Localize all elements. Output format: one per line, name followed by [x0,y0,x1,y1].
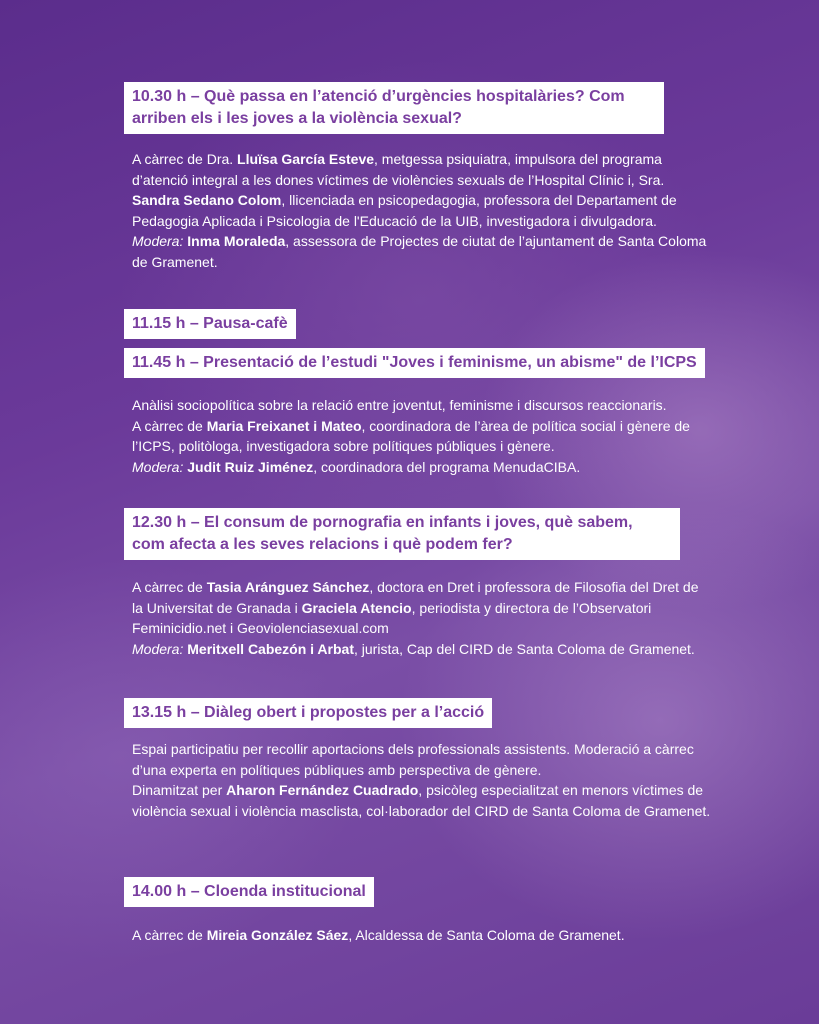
moderator-label: Modera: [132,233,184,249]
session-5-intro: Espai participatiu per recollir aportacions dels professionals assistents. Moderació a càrrec d’una experta en polítiques públiques amb perspectiva de gènere. [132,741,694,778]
speaker-name: Lluïsa García Esteve [237,151,375,167]
moderator-label: Modera: [132,640,184,657]
session-6-heading: 14.00 h – Cloenda institucional [124,877,374,907]
session-3-intro: Anàlisi sociopolítica sobre la relació entre joventut, feminisme i discursos reaccionaris. [132,397,667,413]
speaker-name: Tasia Aránguez Sánchez [206,579,370,595]
moderator-name: Meritxell Cabezón i Arbat [187,640,354,657]
session-1-description: A càrrec de Dra. Lluïsa García Esteve, metgessa psiquiatra, impulsora del programa d’atenció integral a les dones víctimes de violències sexuals de l’Hospital Clínic i, Sra. Sandra Sedano Colom, llicenciada en psicopedagogia, professora del Departament de Pedagogia Aplicada i Psicologia de l'Educació de la UIB, investigadora i divulgadora. Modera: Inma Moraleda, assessora de Projectes de ciutat de l’ajuntament de Santa Coloma de Gramenet. [132,151,707,270]
session-6-description: A càrrec de Mireia González Sáez, Alcaldessa de Santa Coloma de Gramenet. [132,927,625,943]
session-5-heading: 13.15 h – Diàleg obert i propostes per a l’acció [124,698,492,728]
session-3-description: Anàlisi sociopolítica sobre la relació entre joventut, feminisme i discursos reaccionaris. A càrrec de Maria Freixanet i Mateo, coordinadora de l’àrea de política social i gènere de l’ICPS, politòloga, investigadora sobre polítiques públiques i gènere. Modera: Judit Ruiz Jiménez, coordinadora del programa MenudaCIBA. [132,397,690,475]
speaker-name: Mireia González Sáez [206,927,349,943]
session-5-description: Espai participatiu per recollir aportacions dels professionals assistents. Moderació a càrrec d’una experta en polítiques públiques amb perspectiva de gènere. Dinamitzat per Aharon Fernández Cuadrado, psicòleg especialitzat en menors víctimes de violència sexual i violència masclista, col·laborador del CIRD de Santa Coloma de Gramenet. [132,741,711,819]
speaker-name: Aharon Fernández Cuadrado [226,782,419,798]
session-4-heading: 12.30 h – El consum de pornografia en infants i joves, què sabem, com afecta a les seves relacions i què podem fer? [124,508,680,560]
session-2-heading: 11.15 h – Pausa-cafè [124,309,296,339]
session-4-description: A càrrec de Tasia Aránguez Sánchez, doctora en Dret i professora de Filosofia del Dret de la Universitat de Granada i Graciela Atencio, periodista y directora de l’Observatori Feminicidio.net i Geoviolenciasexual.com Modera: Meritxell Cabezón i Arbat, jurista, Cap del CIRD de Santa Coloma de Gramenet. [132,579,699,657]
moderator-name: Inma Moraleda [187,233,286,249]
moderator-name: Judit Ruiz Jiménez [187,458,314,475]
speaker-name: Graciela Atencio [301,599,412,616]
speaker-name: Maria Freixanet i Mateo [206,417,362,434]
session-1-heading: 10.30 h – Què passa en l’atenció d’urgències hospitalàries? Com arriben els i les joves a la violència sexual? [124,82,664,134]
moderator-label: Modera: [132,458,184,475]
speaker-name: Sandra Sedano Colom [132,192,282,208]
session-3-heading: 11.45 h – Presentació de l’estudi "Joves i feminisme, un abisme" de l’ICPS [124,348,705,378]
